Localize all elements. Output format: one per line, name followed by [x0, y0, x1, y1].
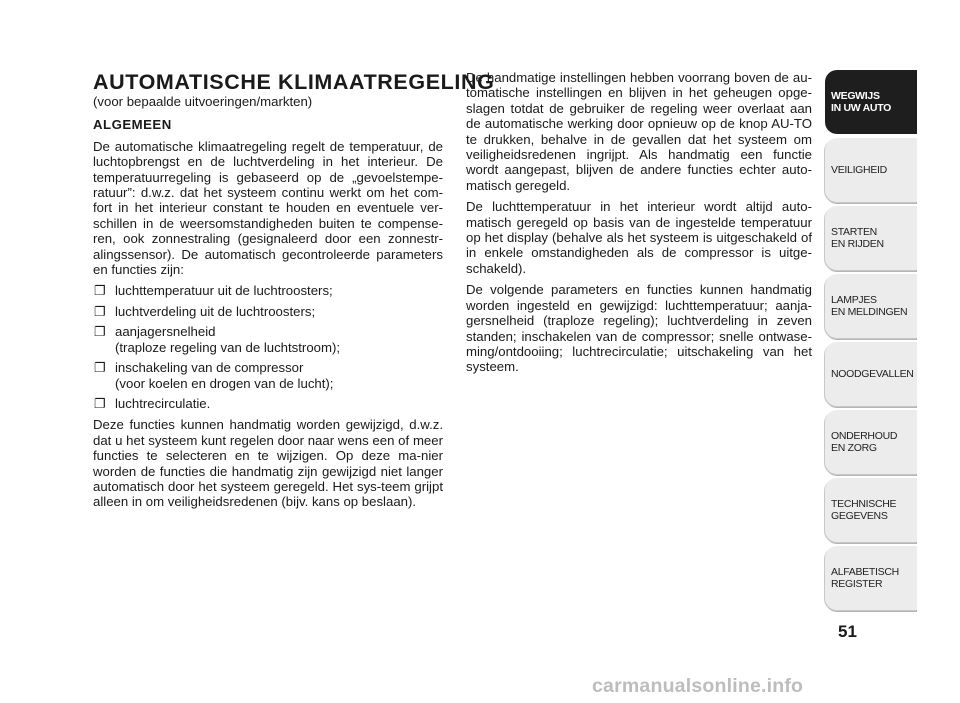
right-column [466, 70, 812, 381]
list-item [93, 324, 443, 355]
tab-onderhoud[interactable]: ONDERHOUD EN ZORG [825, 410, 917, 474]
list-item-text: luchtrecirculatie. [115, 395, 211, 411]
page-number: 51 [838, 622, 857, 641]
list-item-text: inschakeling van de compressor [115, 360, 304, 376]
tab-technische-gegevens[interactable]: TECHNISCHE GEGEVENS [825, 478, 917, 542]
checkbox-square-icon: ❐ [94, 303, 106, 319]
checkbox-square-icon: ❐ [94, 283, 106, 299]
body-paragraph: De luchttemperatuur in het interieur wordt altijd auto-matisch geregeld op basis van de ingestelde temperatuur op het display (behalve als het systeem is uitgeschakeld of in enkele omstandigheden als de compressor is uitge-schakeld). [466, 199, 812, 276]
list-item [93, 360, 443, 391]
list-item [93, 304, 443, 319]
section-title: AUTOMATISCHE KLIMAATREGELING [93, 70, 495, 94]
closing-paragraph: Deze functies kunnen handmatig worden gewijzigd, d.w.z. dat u het systeem kunt regelen door naar wens een of meer functies te selecteren en te wijzigen. Op deze ma-nier worden de functies die handmatig zijn gewijzigd niet langer automatisch door het systeem geregeld. Het sys-teem grijpt alleen in om veiligheidsredenen (bijv. kans op beslaan). [93, 417, 443, 510]
section-subtitle: (voor bepaalde uitvoeringen/markten) [93, 94, 313, 109]
tab-starten[interactable]: STARTEN EN RIJDEN [825, 206, 917, 270]
checkbox-square-icon: ❐ [94, 324, 106, 340]
left-column [93, 70, 495, 516]
list-item-text: luchtverdeling uit de luchtroosters; [115, 303, 316, 319]
list-item-text: aanjagersnelheid [115, 324, 216, 340]
intro-paragraph: De automatische klimaatregeling regelt de temperatuur, de luchtopbrengst en de luchtverdeling in het interieur. De temperatuurregeling is gebaseerd op de „gevoelstempe-ratuur”: d.w.z. dat het systeem continu werkt om het com-fort in het interieur constant te houden en eventuele ver-schillen in de weersomstandigheden buiten te compense-ren, ook zonnestraling (gesignaleerd door een zonnestr-alingssensor). De automatisch gecontroleerde parameters en functies zijn: [93, 138, 443, 278]
subsection-heading: ALGEMEEN [93, 117, 172, 133]
list-item-subtext: (voor koelen en drogen van de lucht); [115, 375, 334, 391]
body-paragraph: De volgende parameters en functies kunnen handmatig worden ingesteld en gewijzigd: luchttemperatuur; aanja-gersnelheid (traploze regeling); luchtverdeling in zeven standen; inschakelen van de compressor; snelle ontwase-ming/ontdooiing; luchtrecirculatie; uitschakeling van het systeem. [466, 282, 812, 375]
tab-noodgevallen[interactable]: NOODGEVALLEN [825, 342, 917, 406]
parameter-list [93, 283, 443, 411]
tab-veiligheid[interactable]: VEILIGHEID [825, 138, 917, 202]
checkbox-square-icon: ❐ [94, 360, 106, 376]
list-item [93, 396, 443, 411]
tab-wegwijs[interactable]: WEGWIJS IN UW AUTO [825, 70, 917, 134]
tab-lampjes[interactable]: LAMPJES EN MELDINGEN [825, 274, 917, 338]
list-item [93, 283, 443, 298]
body-paragraph: De handmatige instellingen hebben voorrang boven de au-tomatische instellingen en blijven in het geheugen opge-slagen totdat de gebruiker de regeling weer overlaat aan de automatische werking door opnieuw op de knop AU-TO te drukken, behalve in de gevallen dat het systeem om veiligheidsredenen ingrijpt. Als handmatig een functie wordt aangepast, blijven de andere functies echter auto-matisch geregeld. [466, 70, 812, 193]
tab-register[interactable]: ALFABETISCH REGISTER [825, 546, 917, 610]
list-item-text: luchttemperatuur uit de luchtroosters; [115, 283, 333, 299]
watermark: carmanualsonline.info [592, 675, 804, 697]
checkbox-square-icon: ❐ [94, 395, 106, 411]
chapter-tabs [825, 70, 917, 614]
list-item-subtext: (traploze regeling van de luchtstroom); [115, 339, 341, 355]
